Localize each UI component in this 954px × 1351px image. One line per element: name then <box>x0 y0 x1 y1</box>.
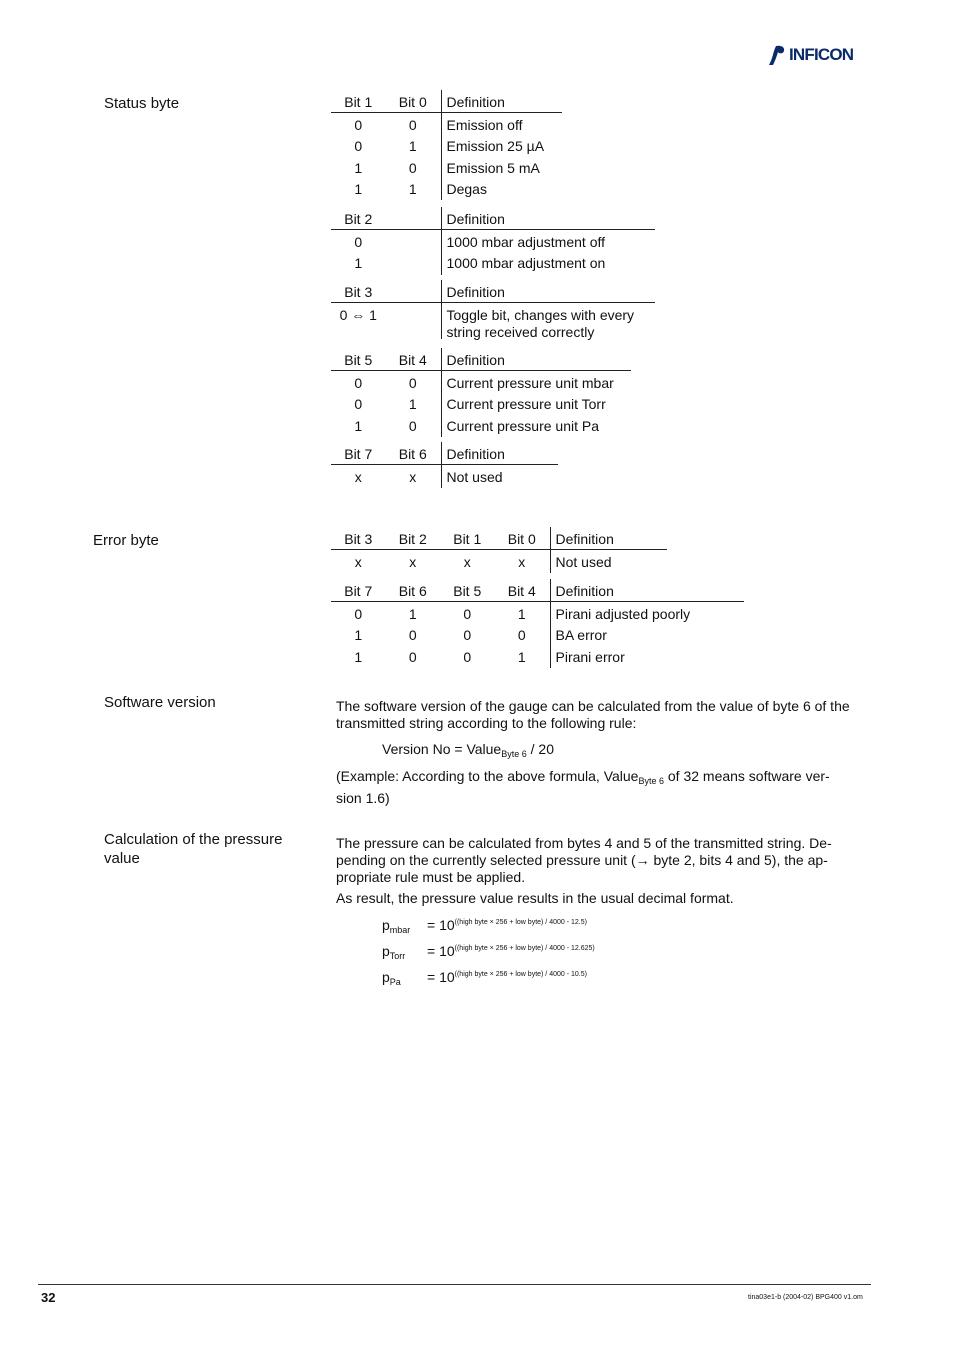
error-table-1-bit-value: x <box>518 554 526 570</box>
pressure-formula: $p_{Torr}$ = $10^{((high byte \times 256 + low byte) / 4000 - 12.625)}$ <box>382 943 595 961</box>
status-table-1-bit-value: 0 <box>408 117 417 133</box>
error-table-2-bit-value: 1 <box>354 627 363 644</box>
status-table-1-definition-value: Emission 5 mA <box>446 159 540 176</box>
status-table-4-bit-value: 1 <box>354 417 363 434</box>
status-table-2-definition-value: 1000 mbar adjustment on <box>446 255 606 272</box>
error-table-2-bit-header: Bit 7 <box>344 583 373 599</box>
status-table-4-definition-value: Current pressure unit Pa <box>446 417 600 434</box>
status-table-3-definition-value: Toggle bit, changes with every string received correctly <box>446 307 635 340</box>
status-table-4-bit-value: 0 <box>354 375 363 391</box>
error-table-1-header-rule <box>331 549 667 550</box>
error-table-2-bit-value: 0 <box>463 606 472 622</box>
status-table-1-bit-value: 0 <box>354 138 363 155</box>
status-table-4-definition-value: Current pressure unit Torr <box>446 396 606 413</box>
pressure-line: As result, the pressure value results in the usual decimal format. <box>336 890 734 906</box>
error-byte-label: Error byte <box>93 532 159 549</box>
status-table-1-bit-value: 0 <box>408 159 417 176</box>
status-table-2-definition-value: 1000 mbar adjustment off <box>446 234 606 250</box>
status-table-4-bit-value: 0 <box>408 417 417 434</box>
error-table-2-bit-value: 1 <box>354 648 363 665</box>
status-table-2-bit-value: 0 <box>354 234 363 250</box>
error-table-2-bit-value: 0 <box>463 648 472 665</box>
error-table-1-bit-value: x <box>409 554 417 570</box>
status-table-4-bit-value: 1 <box>408 396 417 413</box>
error-table-2-header-rule <box>331 601 744 602</box>
error-table-1-bit-header: Bit 1 <box>453 531 482 547</box>
error-table-2-bit-header: Bit 6 <box>398 583 427 599</box>
software-version-label: Software version <box>104 694 216 711</box>
status-table-4-bit-value: 0 <box>408 375 417 391</box>
version-example <box>336 768 830 807</box>
software-version-text <box>336 698 850 732</box>
version-formula <box>382 741 554 759</box>
error-table-2-bit-value: 0 <box>354 606 363 622</box>
error-table-2-bit-value: 1 <box>408 606 417 622</box>
status-table-1-bit-value: 1 <box>408 180 417 197</box>
error-table-2-bit-value: 1 <box>517 648 526 665</box>
version-example-line: sion 1.6) <box>336 790 390 806</box>
version-formula-prefix: Version No = Value <box>382 741 502 757</box>
error-table-1-definition-header: Definition <box>555 531 614 547</box>
status-table-1-definition-value: Degas <box>446 180 487 197</box>
error-table-1-bit-value: x <box>354 554 362 570</box>
status-table-4-bit-value: 0 <box>354 396 363 413</box>
error-table-1-column-divider <box>550 527 551 573</box>
status-table-4-definition-value: Current pressure unit mbar <box>446 375 614 391</box>
pressure-formula-rhs: = $10^{((high byte \times 256 + low byte) / 4000 - 12.5)}$ <box>427 917 587 933</box>
error-table-2-bit-value: 1 <box>517 606 526 622</box>
status-table-1-definition-value: Emission off <box>446 117 523 133</box>
error-table-2-definition-header: Definition <box>555 583 614 599</box>
software-version-line: The software version of the gauge can be calculated from the value of byte 6 of the <box>336 698 850 714</box>
status-table-2-column-divider <box>441 207 442 275</box>
inficon-logo-icon <box>767 44 787 66</box>
software-version-line: transmitted string according to the following rule: <box>336 715 637 731</box>
error-table-2-bit-value: 0 <box>463 627 472 644</box>
status-table-1-bit-header: Bit 0 <box>398 94 427 110</box>
status-table-1-definition-header: Definition <box>446 94 505 110</box>
pressure-formula-rhs: = $10^{((high byte \times 256 + low byte) / 4000 - 10.5)}$ <box>427 969 587 985</box>
status-table-3-header-rule <box>331 302 655 303</box>
error-table-2-definition-value: Pirani error <box>555 648 625 665</box>
pressure-formula: $p_{Pa}$ = $10^{((high byte \times 256 + low byte) / 4000 - 10.5)}$ <box>382 969 587 987</box>
status-table-5-bit-value: x <box>409 469 417 485</box>
status-table-3-bit-value: 0 ⇔ 1 <box>339 307 377 323</box>
status-table-5-header-rule <box>331 464 558 465</box>
error-table-1-bit-header: Bit 0 <box>507 531 536 547</box>
status-table-2-bit-value: 1 <box>354 255 363 272</box>
error-table-2-bit-header: Bit 5 <box>453 583 482 599</box>
footer-divider <box>38 1284 871 1285</box>
error-table-1-bit-header: Bit 2 <box>398 531 427 547</box>
status-table-5-column-divider <box>441 442 442 488</box>
pressure-formula: $p_{mbar}$ = $10^{((high byte \times 256 + low byte) / 4000 - 12.5)}$ <box>382 917 587 935</box>
status-table-3-column-divider <box>441 280 442 339</box>
status-table-5-definition-header: Definition <box>446 446 505 462</box>
page-number: 32 <box>41 1290 56 1305</box>
status-table-2-bit-header: Bit 2 <box>344 211 373 227</box>
status-table-1-column-divider <box>441 90 442 200</box>
status-table-5-bit-header: Bit 6 <box>398 446 427 462</box>
pressure-calc-text <box>336 835 832 907</box>
version-example-line: (Example: According to the above formula, Value$_{Byte 6}$ of 32 means software ver- <box>336 768 830 786</box>
status-table-1-header-rule <box>331 112 562 113</box>
logo-text: INFICON <box>789 45 854 64</box>
error-table-2-bit-value: 0 <box>408 648 417 665</box>
pressure-formula-rhs: = $10^{((high byte \times 256 + low byte) / 4000 - 12.625)}$ <box>427 943 595 959</box>
status-table-1-definition-value: Emission 25 µA <box>446 138 545 155</box>
error-table-2-definition-value: BA error <box>555 627 607 644</box>
error-table-2-bit-value: 0 <box>517 627 526 644</box>
status-table-4-header-rule <box>331 370 631 371</box>
status-table-5-bit-value: x <box>354 469 362 485</box>
pressure-line: The pressure can be calculated from bytes 4 and 5 of the transmitted string. De- <box>336 835 832 851</box>
status-table-4-column-divider <box>441 348 442 437</box>
status-table-5-definition-value: Not used <box>446 469 503 485</box>
pressure-line: propriate rule must be applied. <box>336 869 526 885</box>
error-table-2-definition-value: Pirani adjusted poorly <box>555 606 691 622</box>
pressure-line: pending on the currently selected pressure unit (→ byte 2, bits 4 and 5), the ap- <box>336 852 828 868</box>
status-table-1-bit-value: 0 <box>354 117 363 133</box>
status-byte-label: Status byte <box>104 95 180 112</box>
status-table-2-definition-header: Definition <box>446 211 505 227</box>
document-reference: tina03e1-b (2004-02) BPG400 v1.om <box>748 1294 863 1301</box>
error-table-2-column-divider <box>550 579 551 668</box>
status-table-1-bit-value: 1 <box>354 180 363 197</box>
status-table-3-bit-header: Bit 3 <box>344 284 373 300</box>
status-table-2-header-rule <box>331 229 655 230</box>
status-table-5-bit-header: Bit 7 <box>344 446 373 462</box>
version-formula-suffix: / 20 <box>526 741 554 757</box>
status-table-1-bit-value: 1 <box>408 138 417 155</box>
error-table-1-definition-value: Not used <box>555 554 612 570</box>
status-table-4-definition-header: Definition <box>446 352 505 368</box>
status-table-1-bit-header: Bit 1 <box>344 94 373 110</box>
error-table-1-bit-value: x <box>463 554 471 570</box>
status-table-4-bit-header: Bit 4 <box>398 352 427 368</box>
status-table-4-bit-header: Bit 5 <box>344 352 373 368</box>
error-table-2-bit-header: Bit 4 <box>507 583 536 599</box>
error-table-2-bit-value: 0 <box>408 627 417 644</box>
status-table-1-bit-value: 1 <box>354 159 363 176</box>
error-table-1-bit-header: Bit 3 <box>344 531 373 547</box>
version-formula-sub: Byte 6 <box>501 749 527 759</box>
inficon-logo <box>767 44 853 66</box>
status-table-3-definition-header: Definition <box>446 284 505 300</box>
pressure-calc-label: Calculation of the pressure value <box>104 831 283 867</box>
